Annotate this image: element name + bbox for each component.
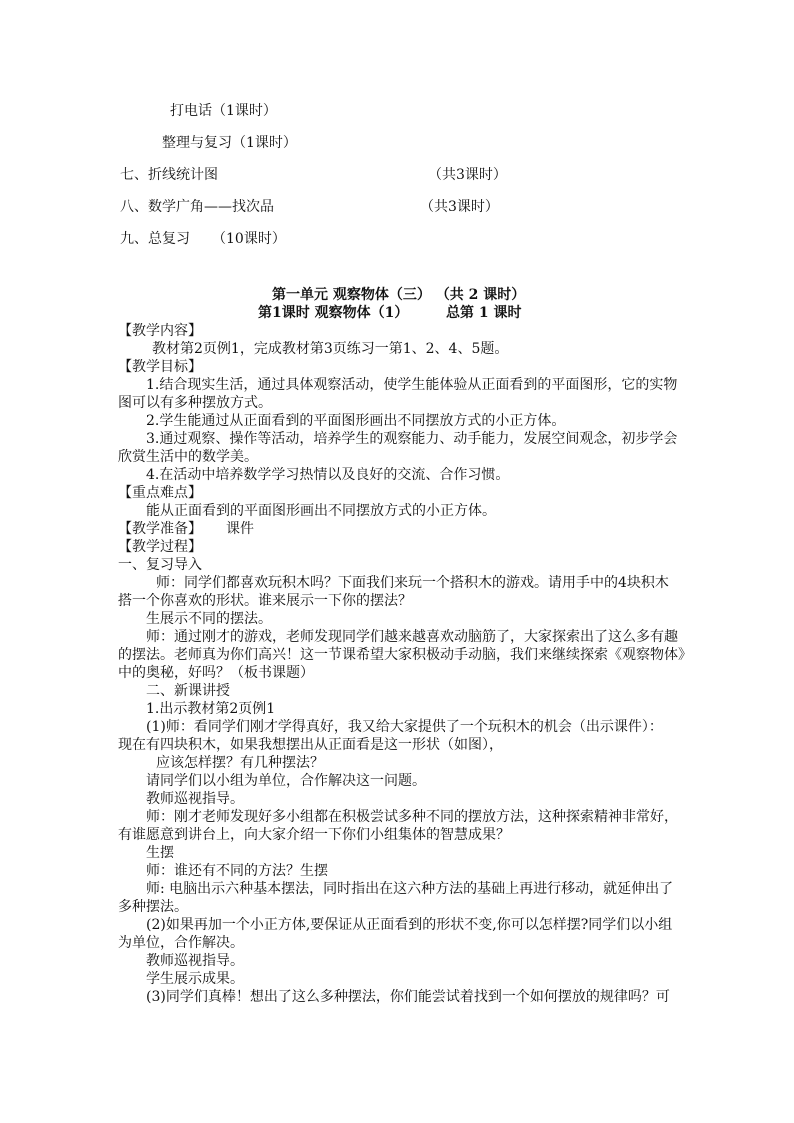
para-16: (3)同学们真棒！想出了这么多种摆法，你们能尝试着找到一个如何摆放的规律吗？可: [146, 989, 670, 1005]
para-13b: 为单位，合作解决。: [118, 935, 244, 951]
para-4: 1.出示教材第2页例1: [146, 701, 276, 717]
lesson-total: 总第 1 课时: [446, 305, 522, 321]
unit-title: 第一单元 观察物体（三） （共 2 课时）: [272, 287, 526, 303]
content-heading: 【教学内容】: [118, 323, 202, 339]
toc-item-8-hours: （共3课时）: [420, 199, 499, 215]
para-9a: 师：刚才老师发现好多小组都在积极尝试多种不同的摆放方法，这种探索精神非常好，: [146, 809, 678, 825]
toc-item-7-label: 七、折线统计图: [120, 167, 218, 183]
para-1b: 搭一个你喜欢的形状。谁来展示一下你的摆法？: [118, 593, 412, 609]
key-text: 能从正面看到的平面图形画出不同摆放方式的小正方体。: [146, 503, 496, 519]
toc-item-7-hours: （共3课时）: [428, 167, 507, 183]
key-heading: 【重点难点】: [118, 485, 202, 501]
goal-2: 2.学生能通过从正面看到的平面图形画出不同摆放方式的小正方体。: [146, 413, 566, 429]
para-10: 生摆: [146, 845, 174, 861]
toc-item-9-hours: （10课时）: [212, 231, 286, 247]
para-11: 师：谁还有不同的方法？生摆: [146, 863, 328, 879]
goal-3b: 欣赏生活中的数学美。: [118, 449, 258, 465]
goal-1a: 1.结合现实生活，通过具体观察活动，使学生能体验从正面看到的平面图形，它的实物: [146, 377, 678, 393]
para-8: 教师巡视指导。: [146, 791, 244, 807]
toc-item-8-label: 八、数学广角——找次品: [120, 199, 274, 215]
process-heading: 【教学过程】: [118, 539, 202, 555]
lesson-title: 第1课时 观察物体（1）: [258, 305, 409, 321]
para-5b: 现在有四块积木，如果我想摆出从正面看是这一形状（如图），: [118, 737, 503, 753]
section-1: 一、复习导入: [118, 557, 202, 573]
para-13a: (2)如果再加一个小正方体,要保证从正面看到的形状不变,你可以怎样摆?同学们以小组: [146, 917, 673, 933]
para-14: 教师巡视指导。: [146, 953, 244, 969]
para-7: 请同学们以小组为单位，合作解决这一问题。: [146, 773, 426, 789]
prep-text: 课件: [226, 521, 254, 537]
section-2: 二、新课讲授: [146, 683, 230, 699]
para-3b: 的摆法。老师真为你们高兴！这一节课希望大家积极动手动脑，我们来继续探索《观察物体》: [118, 647, 692, 663]
toc-item-9-label: 九、总复习: [120, 231, 190, 247]
para-9b: 有谁愿意到讲台上，向大家介绍一下你们小组集体的智慧成果？: [118, 827, 510, 843]
para-12b: 多种摆法。: [118, 899, 188, 915]
toc-item-review: 整理与复习（1课时）: [162, 135, 297, 151]
toc-item-call: 打电话（1课时）: [170, 103, 277, 119]
goals-heading: 【教学目标】: [118, 359, 202, 375]
para-2: 生展示不同的摆法。: [146, 611, 272, 627]
para-3a: 师：通过刚才的游戏，老师发现同学们越来越喜欢动脑筋了，大家探索出了这么多有趣: [146, 629, 678, 645]
content-text: 教材第2页例1，完成教材第3页练习一第1、2、4、5题。: [152, 341, 509, 357]
para-5a: (1)师：看同学们刚才学得真好，我又给大家提供了一个玩积木的机会（出示课件）：: [146, 719, 663, 735]
goal-4: 4.在活动中培养数学学习热情以及良好的交流、合作习惯。: [146, 467, 510, 483]
para-3c: 中的奥秘，好吗？（板书课题）: [118, 665, 314, 681]
para-15: 学生展示成果。: [146, 971, 244, 987]
goal-3a: 3.通过观察、操作等活动，培养学生的观察能力、动手能力，发展空间观念，初步学会: [146, 431, 678, 447]
para-6: 应该怎样摆？有几种摆法？: [156, 755, 324, 771]
para-12a: 师: 电脑出示六种基本摆法，同时指出在这六种方法的基础上再进行移动，就延伸出了: [146, 881, 674, 897]
para-1a: 师：同学们都喜欢玩积木吗？下面我们来玩一个搭积木的游戏。请用手中的4块积木: [156, 575, 669, 591]
goal-1b: 图可以有多种摆放方式。: [118, 395, 272, 411]
prep-heading: 【教学准备】: [118, 521, 202, 537]
